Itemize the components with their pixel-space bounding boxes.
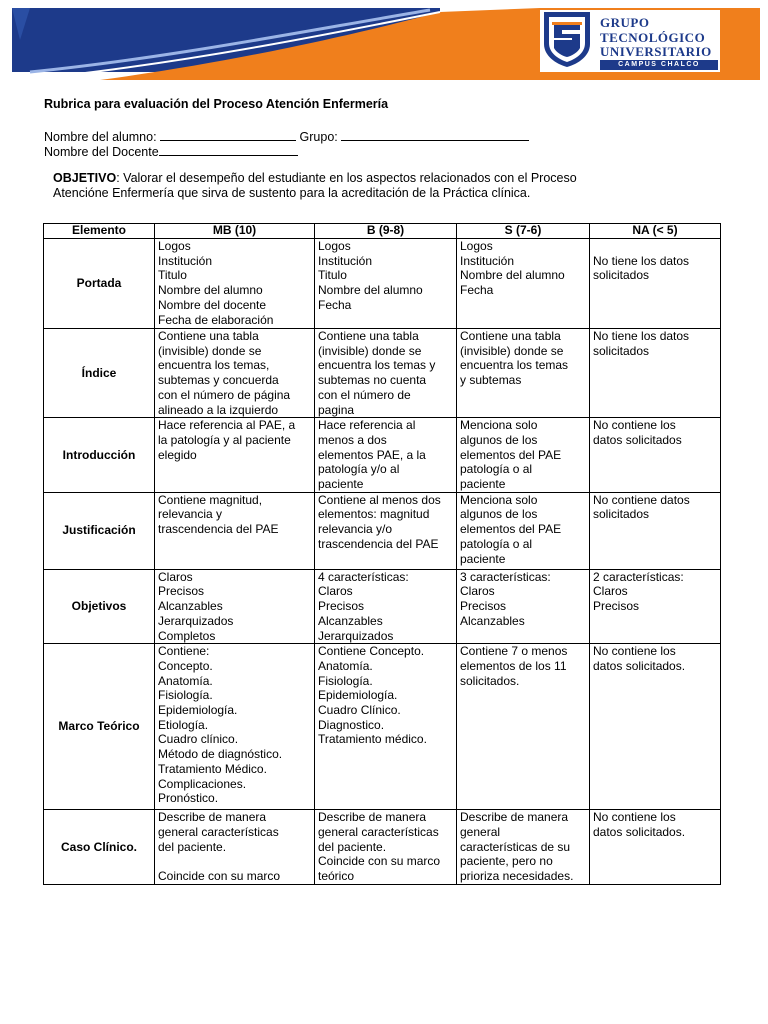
- table-row: [44, 492, 721, 569]
- criteria-line: Jerarquizados: [318, 628, 394, 643]
- criteria-line: Hace referencia al PAE, a: [158, 418, 296, 433]
- criteria-line: del paciente.: [158, 839, 227, 854]
- criteria-cell-mb: [155, 644, 315, 810]
- table-row: [44, 239, 721, 329]
- objective-paragraph: [53, 171, 613, 201]
- criteria-line: menos a dos: [318, 432, 387, 447]
- criteria-line: relevancia y: [158, 507, 223, 522]
- criteria-cell-s: [457, 810, 590, 885]
- criteria-line: Fecha: [318, 297, 352, 312]
- criteria-line: patología o al: [460, 462, 533, 477]
- criteria-line: Alcanzables: [318, 613, 383, 628]
- criteria-line: Institución: [460, 253, 515, 268]
- criteria-line: Nombre del docente: [158, 297, 267, 312]
- criteria-line: general características: [318, 824, 439, 839]
- criteria-line: No contiene los: [593, 644, 676, 659]
- criteria-line: [593, 239, 717, 254]
- criteria-line: encuentra los temas,: [158, 358, 270, 373]
- criteria-line: Hace referencia al: [318, 418, 416, 433]
- criteria-line: Alcanzables: [158, 599, 223, 614]
- criteria-line: Método de diagnóstico.: [158, 747, 283, 762]
- student-label: Nombre del alumno:: [44, 130, 157, 144]
- criteria-line: Precisos: [158, 584, 205, 599]
- table-row: [44, 418, 721, 493]
- criteria-line: Logos: [460, 239, 493, 253]
- criteria-line: solicitados.: [460, 673, 520, 688]
- org-name-line1: GRUPO: [600, 15, 650, 30]
- criteria-line: teórico: [318, 869, 355, 884]
- criteria-line: Precisos: [318, 599, 365, 614]
- criteria-line: y subtemas: [460, 373, 522, 388]
- criteria-line: Logos: [158, 239, 191, 253]
- criteria-line: elegido: [158, 447, 197, 462]
- criteria-line: Contiene magnitud,: [158, 492, 263, 507]
- objective-label: OBJETIVO: [53, 171, 117, 185]
- criteria-line: No tiene los datos: [593, 253, 690, 268]
- criteria-line: (invisible) donde se: [318, 343, 422, 358]
- criteria-line: Contiene una tabla: [318, 329, 419, 343]
- criteria-line: solicitados: [593, 507, 650, 522]
- criteria-line: Institución: [318, 253, 373, 268]
- criteria-cell-mb: [155, 810, 315, 885]
- criteria-cell-na: [590, 810, 721, 885]
- criteria-line: general características: [158, 824, 279, 839]
- element-cell: Índice: [44, 329, 155, 418]
- criteria-cell-na: [590, 492, 721, 569]
- criteria-line: elementos del PAE: [460, 447, 562, 462]
- criteria-cell-mb: [155, 492, 315, 569]
- criteria-line: pagina: [318, 402, 355, 417]
- criteria-line: Describe de manera: [318, 810, 427, 825]
- org-name-line2: TECNOLÓGICO: [600, 30, 706, 45]
- criteria-cell-b: [315, 418, 457, 493]
- criteria-line: algunos de los: [460, 507, 538, 522]
- criteria-line: la patología y al paciente: [158, 432, 291, 447]
- student-name-field[interactable]: [160, 128, 296, 141]
- element-cell: Introducción: [44, 418, 155, 493]
- element-cell: Objetivos: [44, 569, 155, 644]
- criteria-line: 4 características:: [318, 569, 409, 584]
- group-field[interactable]: [341, 128, 529, 141]
- gtu-shield-logo-icon: [540, 10, 594, 68]
- criteria-cell-mb: [155, 239, 315, 329]
- criteria-line: elementos: magnitud: [318, 507, 430, 522]
- criteria-line: Alcanzables: [460, 613, 525, 628]
- criteria-line: Epidemiología.: [158, 703, 238, 718]
- criteria-line: Epidemiología.: [318, 688, 398, 703]
- criteria-cell-s: [457, 239, 590, 329]
- criteria-line: Anatomía.: [318, 658, 373, 673]
- institution-logo: [540, 10, 720, 72]
- criteria-line: Describe de manera: [460, 810, 569, 825]
- criteria-line: Complicaciones.: [158, 776, 247, 791]
- criteria-line: [158, 854, 311, 869]
- criteria-line: patología o al: [460, 536, 533, 551]
- element-cell: Justificación: [44, 492, 155, 569]
- criteria-cell-b: [315, 644, 457, 810]
- criteria-line: datos solicitados.: [593, 658, 686, 673]
- criteria-line: características de su: [460, 839, 571, 854]
- criteria-cell-s: [457, 492, 590, 569]
- group-label: Grupo:: [299, 130, 338, 144]
- criteria-line: algunos de los: [460, 432, 538, 447]
- teacher-label: Nombre del Docente: [44, 145, 159, 159]
- criteria-line: Pronóstico.: [158, 791, 219, 806]
- criteria-line: elementos PAE, a la: [318, 447, 426, 462]
- criteria-cell-na: [590, 239, 721, 329]
- criteria-line: general: [460, 824, 501, 839]
- criteria-line: relevancia y/o: [318, 522, 393, 537]
- criteria-line: Fecha de elaboración: [158, 312, 274, 327]
- criteria-line: No contiene los: [593, 418, 676, 433]
- criteria-line: Cuadro clínico.: [158, 732, 239, 747]
- column-header: MB (10): [155, 224, 315, 239]
- criteria-line: trascendencia del PAE: [318, 536, 439, 551]
- campus-label: CAMPUS CHALCO: [600, 60, 718, 70]
- criteria-cell-na: [590, 329, 721, 418]
- student-group-row: [44, 128, 529, 144]
- criteria-line: 2 características:: [593, 569, 684, 584]
- criteria-line: paciente: [460, 551, 506, 566]
- criteria-line: Describe de manera: [158, 810, 267, 825]
- criteria-line: del paciente.: [318, 839, 387, 854]
- criteria-line: paciente: [318, 477, 364, 492]
- criteria-line: Fisiología.: [158, 688, 213, 703]
- criteria-line: Contiene al menos dos: [318, 492, 441, 507]
- criteria-line: solicitados: [593, 343, 650, 358]
- criteria-line: Fecha: [460, 283, 494, 298]
- criteria-cell-s: [457, 569, 590, 644]
- criteria-line: solicitados: [593, 268, 650, 283]
- table-row: [44, 810, 721, 885]
- criteria-line: encuentra los temas y: [318, 358, 436, 373]
- criteria-cell-s: [457, 418, 590, 493]
- criteria-cell-mb: [155, 418, 315, 493]
- criteria-cell-s: [457, 329, 590, 418]
- table-row: [44, 329, 721, 418]
- criteria-line: Nombre del alumno: [460, 268, 565, 283]
- criteria-line: Contiene una tabla: [460, 329, 561, 343]
- column-header: B (9-8): [315, 224, 457, 239]
- criteria-cell-b: [315, 810, 457, 885]
- criteria-cell-na: [590, 644, 721, 810]
- criteria-line: Anatomía.: [158, 673, 213, 688]
- criteria-line: Coincide con su marco: [318, 854, 441, 869]
- criteria-line: subtemas y concuerda: [158, 373, 279, 388]
- criteria-line: encuentra los temas: [460, 358, 569, 373]
- criteria-line: paciente: [460, 477, 506, 492]
- criteria-line: Concepto.: [158, 658, 213, 673]
- criteria-line: 3 características:: [460, 569, 551, 584]
- table-row: [44, 569, 721, 644]
- criteria-line: Contiene:: [158, 644, 210, 659]
- criteria-line: prioriza necesidades.: [460, 869, 574, 884]
- criteria-cell-b: [315, 492, 457, 569]
- criteria-line: Claros: [158, 569, 193, 584]
- table-header-row: [44, 224, 721, 239]
- criteria-line: Institución: [158, 253, 213, 268]
- criteria-line: Contiene una tabla: [158, 329, 259, 343]
- criteria-cell-b: [315, 329, 457, 418]
- criteria-cell-na: [590, 418, 721, 493]
- criteria-line: Menciona solo: [460, 418, 538, 433]
- criteria-line: Fisiología.: [318, 673, 373, 688]
- criteria-line: (invisible) donde se: [460, 343, 564, 358]
- org-name-line3: UNIVERSITARIO: [600, 44, 712, 59]
- criteria-cell-b: [315, 239, 457, 329]
- document-title: Rubrica para evaluación del Proceso Atención Enfermería: [44, 97, 389, 111]
- criteria-cell-b: [315, 569, 457, 644]
- criteria-line: Contiene Concepto.: [318, 644, 425, 659]
- column-header: Elemento: [44, 224, 155, 239]
- objective-line2: Atencióne Enfermería que sirva de sustento para la acreditación de la Práctica clínica.: [53, 186, 531, 200]
- criteria-line: Etiología.: [158, 717, 209, 732]
- criteria-line: Logos: [318, 239, 351, 253]
- criteria-line: trascendencia del PAE: [158, 522, 279, 537]
- criteria-line: No contiene los: [593, 810, 676, 825]
- criteria-line: alineado a la izquierdo: [158, 402, 279, 417]
- header-banner: [0, 0, 768, 82]
- criteria-line: paciente, pero no: [460, 854, 553, 869]
- criteria-line: subtemas no cuenta: [318, 373, 427, 388]
- criteria-line: Nombre del alumno: [158, 283, 263, 298]
- rubric-table: [43, 223, 721, 885]
- teacher-name-field[interactable]: [159, 143, 298, 156]
- rubric-body: [44, 239, 721, 885]
- column-header: NA (< 5): [590, 224, 721, 239]
- element-cell: Caso Clínico.: [44, 810, 155, 885]
- criteria-line: Precisos: [460, 599, 507, 614]
- criteria-line: Titulo: [318, 268, 347, 283]
- criteria-line: elementos del PAE: [460, 522, 562, 537]
- criteria-line: Precisos: [593, 599, 640, 614]
- criteria-line: Diagnostico.: [318, 717, 385, 732]
- criteria-cell-s: [457, 644, 590, 810]
- criteria-line: Tratamiento médico.: [318, 732, 427, 747]
- criteria-line: datos solicitados: [593, 432, 682, 447]
- criteria-line: patología y/o al: [318, 462, 400, 477]
- objective-line1: : Valorar el desempeño del estudiante en los aspectos relacionados con el Proceso: [116, 171, 577, 185]
- teacher-row: [44, 143, 298, 159]
- criteria-line: Claros: [460, 584, 495, 599]
- table-row: [44, 644, 721, 810]
- criteria-line: No contiene datos: [593, 492, 690, 507]
- element-cell: Portada: [44, 239, 155, 329]
- criteria-line: Menciona solo: [460, 492, 538, 507]
- criteria-line: No tiene los datos: [593, 329, 690, 343]
- criteria-line: Jerarquizados: [158, 613, 234, 628]
- criteria-line: con el número de página: [158, 387, 291, 402]
- column-header: S (7-6): [457, 224, 590, 239]
- criteria-cell-mb: [155, 569, 315, 644]
- criteria-line: datos solicitados.: [593, 824, 686, 839]
- criteria-line: Completos: [158, 628, 216, 643]
- element-cell: Marco Teórico: [44, 644, 155, 810]
- criteria-line: Tratamiento Médico.: [158, 761, 267, 776]
- criteria-line: Claros: [318, 584, 353, 599]
- criteria-line: (invisible) donde se: [158, 343, 262, 358]
- criteria-line: Cuadro Clínico.: [318, 703, 401, 718]
- criteria-line: Contiene 7 o menos: [460, 644, 568, 659]
- criteria-line: Coincide con su marco: [158, 869, 281, 884]
- criteria-cell-mb: [155, 329, 315, 418]
- criteria-line: elementos de los 11: [460, 658, 567, 673]
- criteria-line: Titulo: [158, 268, 187, 283]
- criteria-line: Claros: [593, 584, 628, 599]
- criteria-cell-na: [590, 569, 721, 644]
- criteria-line: Nombre del alumno: [318, 283, 423, 298]
- criteria-line: con el número de: [318, 387, 411, 402]
